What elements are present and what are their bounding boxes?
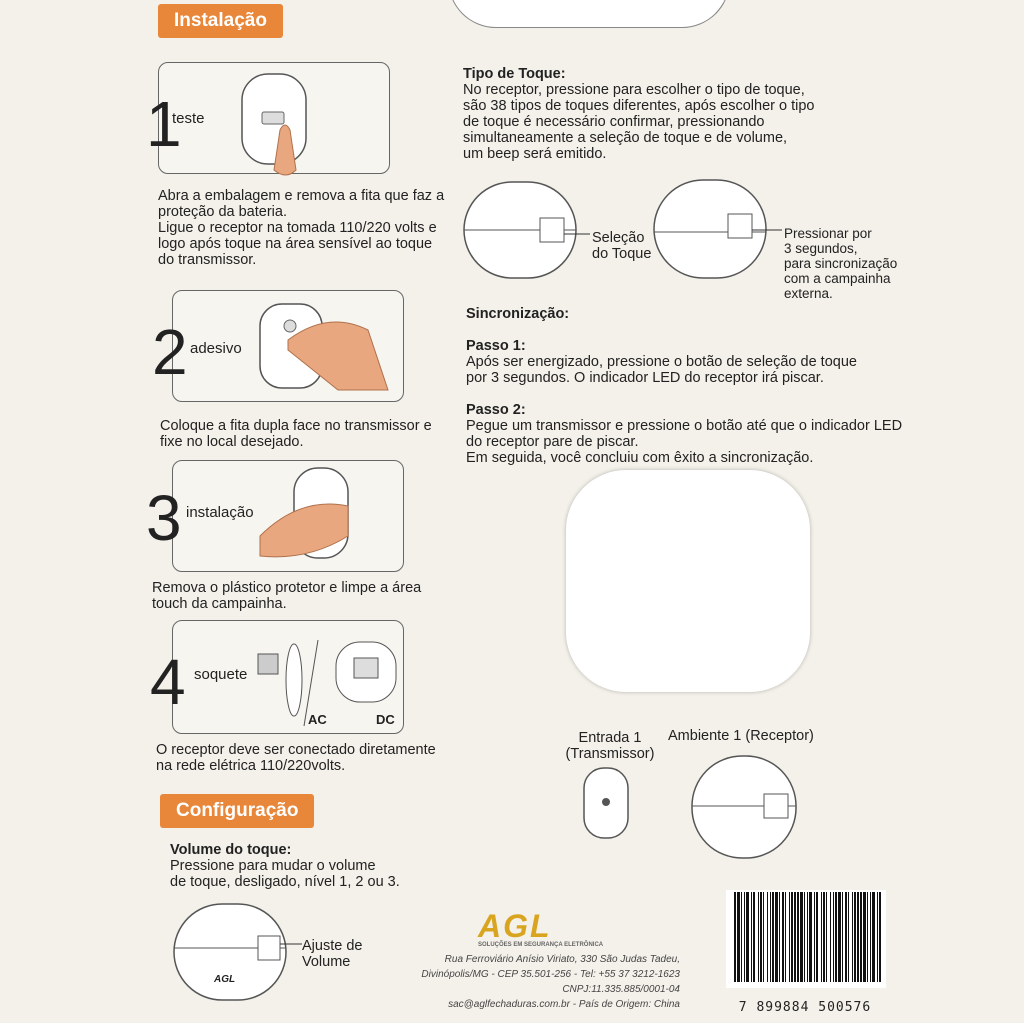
barcode-bar: [814, 892, 815, 982]
barcode-bar: [870, 892, 871, 982]
barcode-bar: [746, 892, 749, 982]
barcode-bar: [860, 892, 862, 982]
barcode-bar: [775, 892, 778, 982]
barcode-bars: [734, 892, 884, 982]
barcode-bar: [852, 892, 853, 982]
barcode-bar: [823, 892, 825, 982]
barcode-bar: [763, 892, 764, 982]
barcode-bar: [838, 892, 841, 982]
barcode-bar: [863, 892, 866, 982]
step-1-number: 1: [146, 88, 182, 160]
barcode-bar: [809, 892, 812, 982]
receiver-touch-illustration: [240, 70, 310, 180]
install-title: Instalação: [158, 4, 283, 38]
step-2-desc: Coloque a fita dupla face no transmissor e fixe no local desejado.: [160, 418, 432, 450]
barcode-bar: [800, 892, 803, 982]
step-3-number: 3: [146, 482, 182, 554]
barcode-bar: [785, 892, 786, 982]
barcode-bar: [816, 892, 818, 982]
barcode-bar: [857, 892, 859, 982]
barcode-bar: [848, 892, 849, 982]
barcode-bar: [751, 892, 752, 982]
barcode-bar: [794, 892, 796, 982]
barcode-bar: [782, 892, 784, 982]
barcode-bar: [760, 892, 762, 982]
step-3-label: instalação: [186, 504, 254, 521]
barcode-bar: [779, 892, 780, 982]
tone-callout-left: Seleção do Toque: [592, 230, 652, 262]
barcode-digits: 7 899884 500576: [738, 1000, 872, 1015]
company-address: Rua Ferroviário Anísio Viriato, 330 São Judas Tadeu, Divinópolis/MG - CEP 35.501-256 - Tel: +55 37 3212-1623 CNPJ:11.335.885/0001-04 sac@aglfechaduras.com.br - País de Origem: China: [421, 954, 680, 1010]
barcode-bar: [767, 892, 768, 982]
barcode-bar: [741, 892, 742, 982]
step-3-desc: Remova o plástico protetor e limpe a área touch da campainha.: [152, 580, 422, 612]
sync-step2-text: Pegue um transmissor e pressione o botão até que o indicador LED do receptor pare de piscar. Em seguida, você concluiu com êxito a sincronização.: [466, 418, 903, 466]
barcode-bar: [758, 892, 759, 982]
barcode-bar: [772, 892, 774, 982]
tone-callout-right: Pressionar por 3 segundos, para sincronização com a campainha externa.: [784, 226, 898, 301]
volume-receiver-illustration: [172, 902, 292, 1002]
barcode-bar: [835, 892, 837, 982]
tone-receiver-left: [462, 180, 582, 280]
step-4-number: 4: [150, 646, 186, 718]
barcode-bar: [872, 892, 875, 982]
volume-title: Volume do toque:: [170, 842, 292, 858]
step-2-number: 2: [152, 316, 188, 388]
step-1-desc: Abra a embalagem e remova a fita que faz a proteção da bateria. Ligue o receptor na tomada 110/220 volts e logo após toque na área sensível ao toque do transmissor.: [158, 188, 445, 268]
sync-step1-title: Passo 1:: [466, 338, 526, 354]
agl-logo: AGL: [478, 908, 552, 944]
barcode-bar: [807, 892, 808, 982]
packaging-window: [566, 470, 810, 692]
step-4-label: soquete: [194, 666, 248, 683]
barcode-bar: [845, 892, 847, 982]
barcode-bar: [842, 892, 843, 982]
sync-step2-title: Passo 2:: [466, 402, 526, 418]
barcode-bar: [789, 892, 790, 982]
barcode-bar: [734, 892, 736, 982]
sync-step1-text: Após ser energizado, pressione o botão de seleção de toque por 3 segundos. O indicador LED do receptor irá piscar.: [466, 354, 857, 386]
barcode-bar: [753, 892, 755, 982]
barcode-bar: [830, 892, 831, 982]
barcode-bar: [744, 892, 745, 982]
tone-title: Tipo de Toque:: [463, 66, 566, 82]
dc-label: DC: [376, 712, 395, 727]
barcode-bar: [879, 892, 881, 982]
entrada-label: Entrada 1 (Transmissor): [565, 730, 655, 762]
barcode-bar: [791, 892, 793, 982]
barcode-bar: [804, 892, 805, 982]
barcode-bar: [854, 892, 856, 982]
transmitter-illustration: [582, 766, 632, 840]
barcode-bar: [770, 892, 771, 982]
hanger-hole: [448, 0, 730, 28]
step-2-label: adesivo: [190, 340, 242, 357]
barcode-bar: [737, 892, 740, 982]
ambiente-label: Ambiente 1 (Receptor): [668, 728, 814, 744]
barcode-bar: [821, 892, 822, 982]
tone-receiver-right: [652, 178, 772, 280]
barcode-bar: [826, 892, 827, 982]
installation-illustration: [258, 466, 358, 566]
barcode-bar: [877, 892, 878, 982]
device-logo: AGL: [214, 974, 236, 985]
agl-tagline: SOLUÇÕES EM SEGURANÇA ELETRÔNICA: [478, 942, 604, 948]
tone-text: No receptor, pressione para escolher o tipo de toque, são 38 tipos de toques diferentes, após escolher o tipo de toque é necessário confirmar, pressionando simultaneamente a seleção de toque e de volume, um beep será emitido.: [463, 82, 815, 162]
barcode-bar: [797, 892, 799, 982]
volume-text: Pressione para mudar o volume de toque, desligado, nível 1, 2 ou 3.: [170, 858, 400, 890]
step-1-label: teste: [172, 110, 205, 127]
ac-label: AC: [308, 712, 327, 727]
config-title: Configuração: [160, 794, 314, 828]
adhesive-illustration: [258, 300, 388, 395]
barcode-bar: [833, 892, 834, 982]
receiver-illustration: [690, 754, 798, 860]
sync-title: Sincronização:: [466, 306, 570, 322]
volume-callout: Ajuste de Volume: [302, 938, 363, 970]
barcode-bar: [867, 892, 868, 982]
step-4-desc: O receptor deve ser conectado diretamente na rede elétrica 110/220volts.: [156, 742, 436, 774]
